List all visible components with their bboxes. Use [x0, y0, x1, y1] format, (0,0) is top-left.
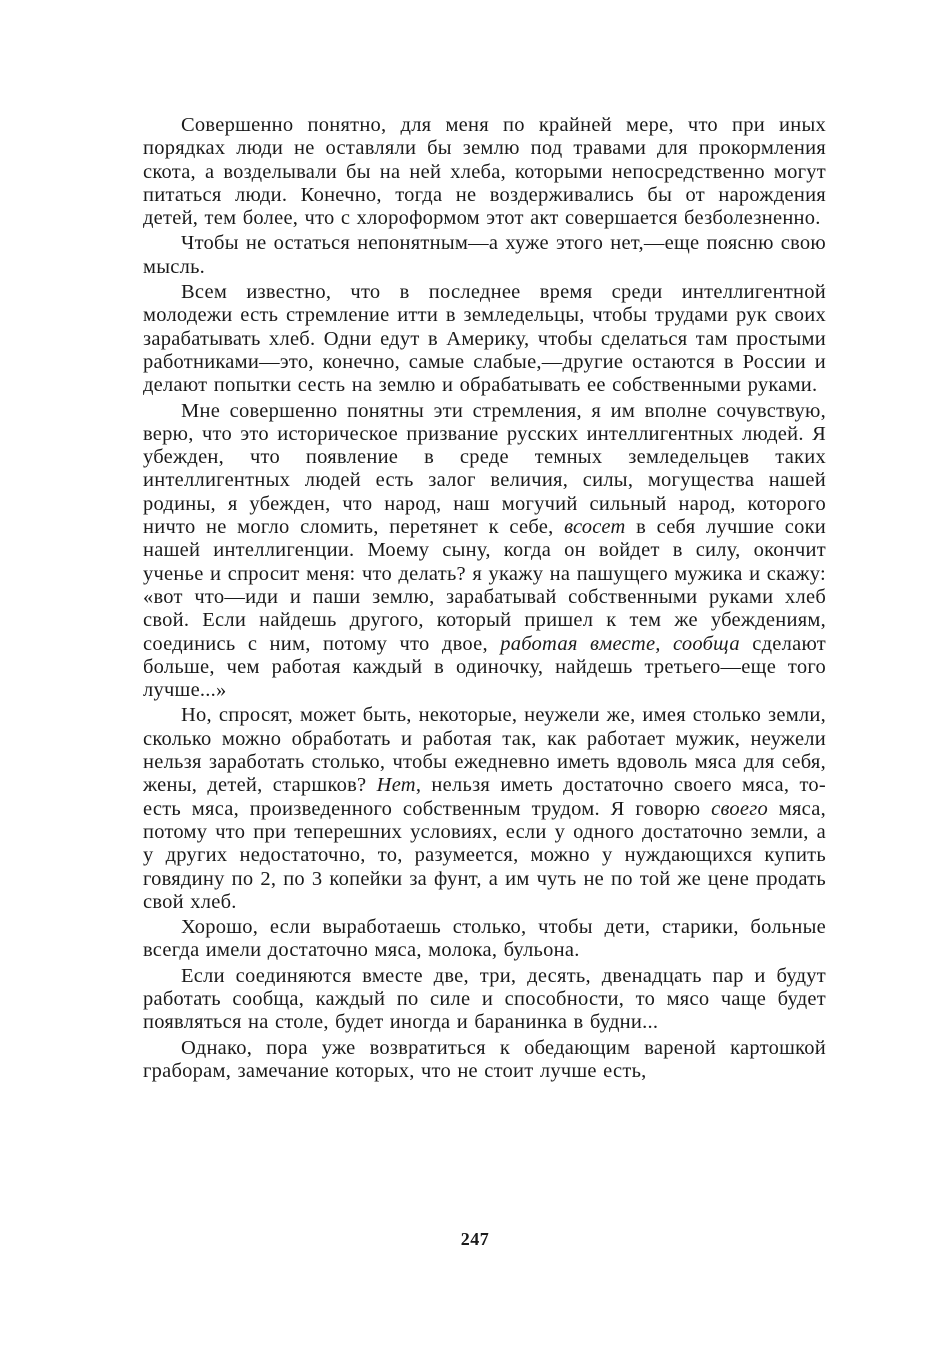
paragraph: [143, 232, 826, 279]
text-run: Но, спросят, может быть, некоторые, неужели же, имея столько земли, сколько можно обработать и работая так, как работает мужик, неужели нельзя заработать столько, чтобы ежедневно иметь вдоволь мяса для себя, жены, детей, старшков?: [143, 704, 826, 797]
text-run: Всем известно, что в последнее время среди интеллигентной молодежи есть стремление итти в земледельцы, чтобы трудами рук своих зарабатывать хлеб. Одни едут в Америку, чтобы сделаться там простыми работниками—это, конечно, самые слабые,—другие остаются в России и делают попытки сесть на землю и обрабатывать ее собственными руками.: [143, 281, 826, 397]
paragraph: [143, 1037, 826, 1084]
paragraph: [143, 114, 826, 230]
paragraph: [143, 281, 826, 397]
italic-text: Нет: [376, 774, 416, 797]
body-text: [143, 114, 826, 1083]
text-run: Совершенно понятно, для меня по крайней мере, что при иных порядках люди не оставляли бы землю под травами для прокормления скота, а возделывали бы на ней хлеба, которыми непосредственно могут питаться люди. Конечно, тогда не воздерживались бы от нарождения детей, тем более, что с хлороформом этот акт совершается безболезненно.: [143, 114, 826, 230]
text-run: , нельзя иметь достаточно своего мяса, то-есть мяса, произведенного собственным трудом. Я говорю: [143, 774, 826, 820]
text-run: сделают больше, чем работая каждый в одиночку, найдешь третьего—еще того лучше...»: [143, 632, 826, 702]
italic-text: всосет: [564, 516, 626, 539]
text-run: Если соединяются вместе две, три, десять, двенадцать пар и будут работать сообща, каждый по силе и способности, то мясо чаще будет появляться на столе, будет иногда и баранинка в будни...: [143, 964, 826, 1034]
paragraph: [143, 400, 826, 703]
text-run: Чтобы не остаться непонятным—а хуже этого нет,—еще поясню свою мысль.: [143, 232, 826, 278]
italic-text: работая вместе, сообща: [500, 632, 740, 655]
text-run: Хорошо, если выработаешь столько, чтобы дети, старики, больные всегда имели достаточно мяса, молока, бульона.: [143, 916, 826, 962]
text-run: в себя лучшие соки нашей интеллигенции. Моему сыну, когда он войдет в силу, окончит ученье и спросит меня: что делать? я укажу на пашущего мужика и скажу: «вот что—иди и паши землю, зарабатывай собственными руками хлеб свой. Если найдешь другого, который пришел к тем же убеждениям, соединись с ним, потому что двое,: [143, 516, 826, 655]
paragraph: [143, 704, 826, 914]
paragraph: [143, 965, 826, 1035]
text-run: мяса, потому что при теперешних условиях, если у одного достаточно земли, а у других недостаточно, то, разумеется, можно у нуждающихся купить говядину по 2, по 3 копейки за фунт, а им чуть не по той же цене продать свой хлеб.: [143, 797, 826, 913]
text-run: Однако, пора уже возвратиться к обедающим вареной картошкой граборам, замечание которых, что не стоит лучше есть,: [143, 1036, 826, 1082]
text-run: Мне совершенно понятны эти стремления, я им вполне сочувствую, верю, что это историческое призвание русских интеллигентных людей. Я убежден, что появление в среде темных земледельцев таких интеллигентных людей есть залог величия, силы, могущества нашей родины, я убежден, что народ, наш могучий сильный народ, которого ничто не могло сломить, перетянет к себе,: [143, 399, 826, 539]
italic-text: своего: [711, 797, 768, 820]
page-number: 247: [460, 1229, 490, 1249]
paragraph: [143, 916, 826, 963]
